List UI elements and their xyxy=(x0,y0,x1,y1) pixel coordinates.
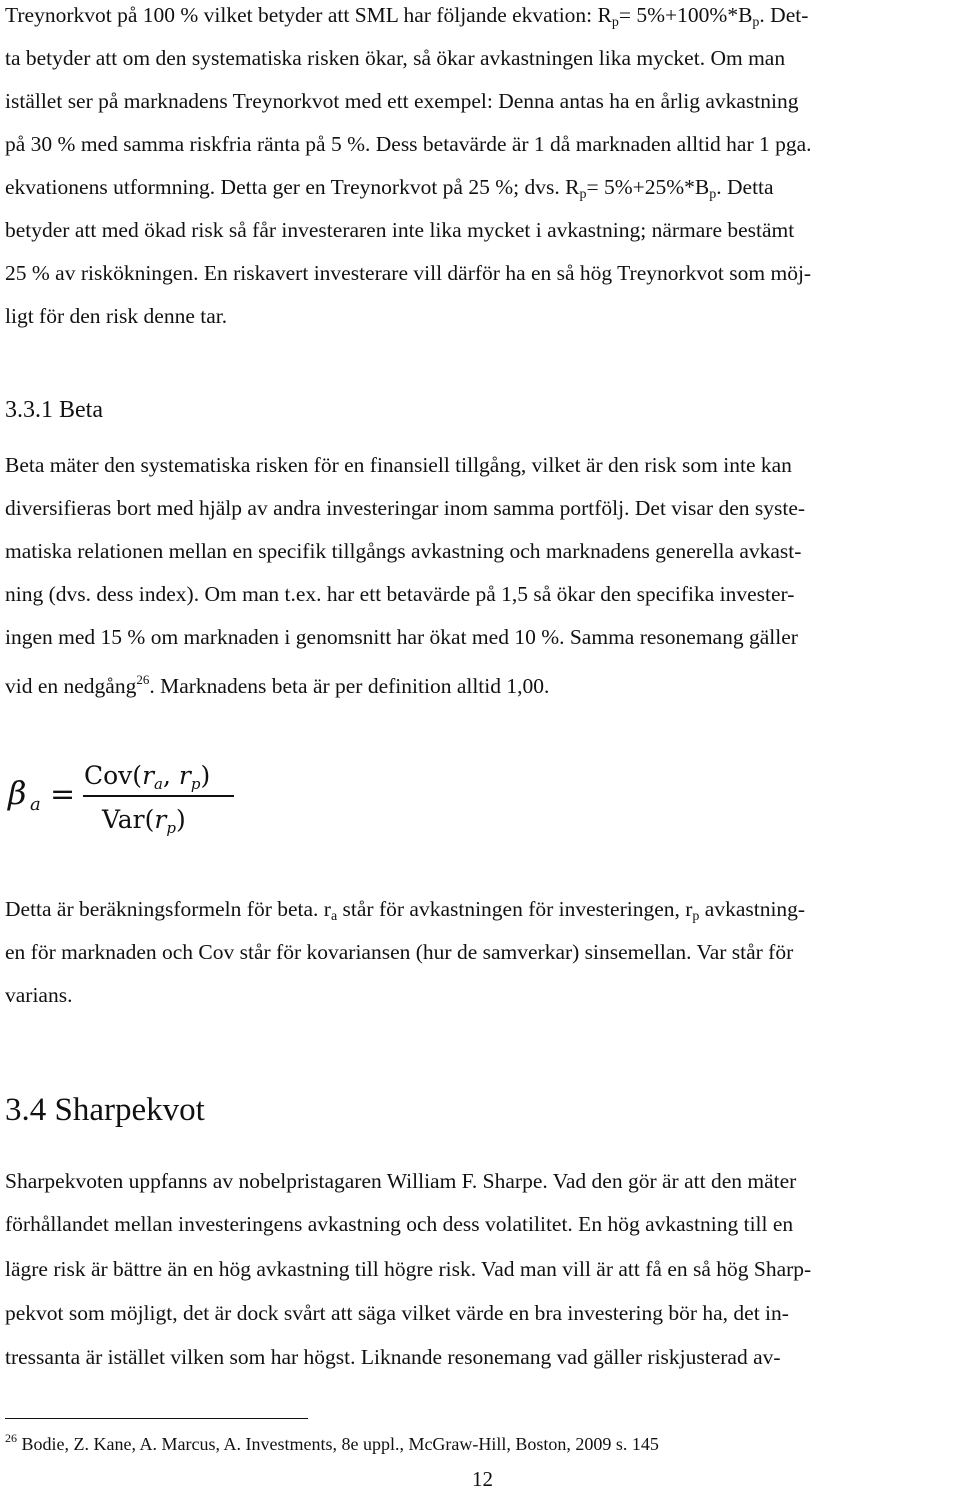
text-line: Sharpekvoten uppfanns av nobelpristagaren William F. Sharpe. Vad den gör är att den mäter xyxy=(5,1169,797,1193)
text-line: betyder att med ökad risk så får investeraren inte lika mycket i avkastning; närmare bestämt xyxy=(5,218,795,242)
text-line: ning (dvs. dess index). Om man t.ex. har ett betavärde på 1,5 så ökar den specifika invester- xyxy=(5,582,795,606)
footnote-separator xyxy=(5,1418,308,1419)
section-heading-beta: 3.3.1 Beta xyxy=(5,397,103,423)
page-number: 12 xyxy=(472,1467,493,1491)
formula-equals: = xyxy=(50,777,76,812)
formula-beta-subscript: a xyxy=(30,794,41,815)
text-line: lägre risk är bättre än en hög avkastning till högre risk. Vad man vill är att få en så hög Sharp- xyxy=(5,1257,812,1281)
formula-denominator: $Var(r_p)$ xyxy=(102,805,186,837)
text-line: ekvationens utformning. Detta ger en Treynorkvot på 25 %; dvs. $R_p= 5\%+25\%*B_p$. Detta xyxy=(5,175,774,202)
text-line: diversifieras bort med hjälp av andra investeringar inom samma portfölj. Det visar den syste- xyxy=(5,496,806,520)
text-line: pekvot som möjligt, det är dock svårt att säga vilket värde en bra investering bör ha, det in- xyxy=(5,1301,789,1325)
text-line: vid en nedgång$^{26}$. Marknadens beta är per definition alltid 1,00. xyxy=(5,672,550,698)
text-line: ta betyder att om den systematiska risken ökar, så ökar avkastningen lika mycket. Om man xyxy=(5,46,786,70)
text-line: varians. xyxy=(5,983,73,1007)
footnote-reference: 26 xyxy=(136,672,150,687)
text-line: en för marknaden och Cov står för kovariansen (hur de samverkar) sinsemellan. Var står för xyxy=(5,940,794,964)
formula-numerator: $Cov(r_a$, $r_p$) xyxy=(84,761,211,793)
text-line: istället ser på marknadens Treynorkvot med ett exempel: Denna antas ha en årlig avkastning xyxy=(5,89,799,113)
section-heading-sharpe: 3.4 Sharpekvot xyxy=(5,1092,205,1128)
text-line: Beta mäter den systematiska risken för en finansiell tillgång, vilket är den risk som inte kan xyxy=(5,453,792,477)
footnote-text: Bodie, Z. Kane, A. Marcus, A. Investments, 8e uppl., McGraw-Hill, Boston, 2009 s. 145 xyxy=(17,1434,659,1454)
text-line: Treynorkvot på 100 % vilket betyder att SML har följande ekvation: $R_p= 5\%+100\%*B_p$. Det- xyxy=(5,3,809,30)
text-line: Detta är beräkningsformeln för beta. $r_a$ står för avkastningen för investeringen, $r_p$ avkastning- xyxy=(5,897,806,924)
beta-formula xyxy=(6,752,236,842)
footnote-mark: 26 xyxy=(5,1431,17,1445)
formula-beta-symbol: β xyxy=(8,774,27,812)
footnote xyxy=(5,1431,659,1455)
text-line: ligt för den risk denne tar. xyxy=(5,304,228,328)
text-line: förhållandet mellan investeringens avkastning och dess volatilitet. En hög avkastning till en xyxy=(5,1212,794,1236)
text-line: ingen med 15 % om marknaden i genomsnitt har ökat med 10 %. Samma resonemang gäller xyxy=(5,625,798,649)
text-line: 25 % av riskökningen. En riskavert investerare vill därför ha en så hög Treynorkvot som möj- xyxy=(5,261,812,285)
text-line: på 30 % med samma riskfria ränta på 5 %. Dess betavärde är 1 då marknaden alltid har 1 pga. xyxy=(5,132,812,156)
text-line: tressanta är istället vilken som har högst. Liknande resonemang vad gäller riskjusterad av- xyxy=(5,1345,781,1369)
text-line: matiska relationen mellan en specifik tillgångs avkastning och marknadens generella avkast- xyxy=(5,539,802,563)
